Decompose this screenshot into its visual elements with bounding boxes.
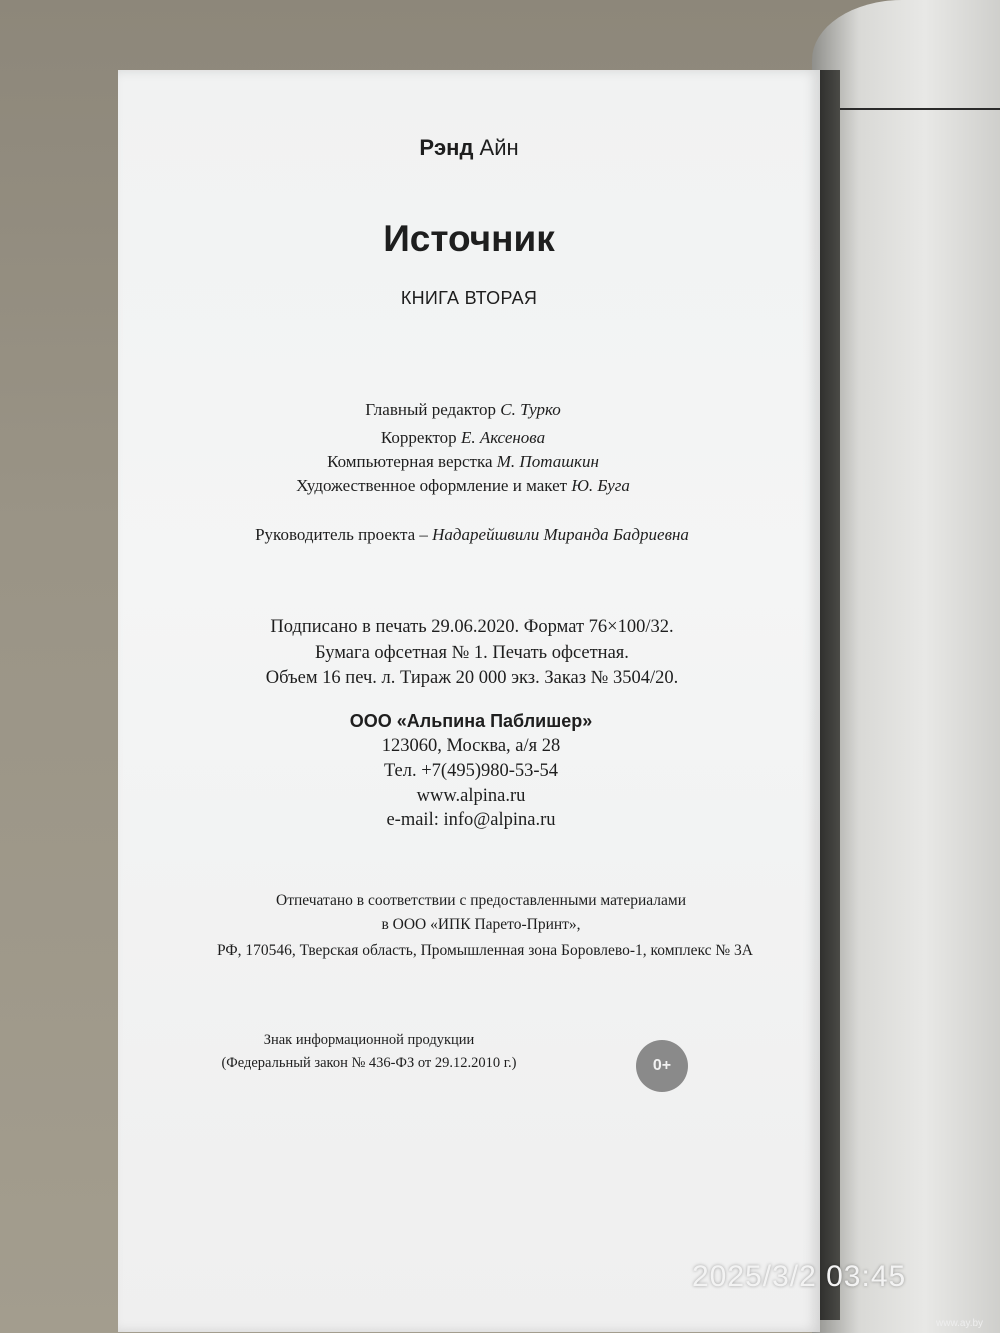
publisher-phone: Тел. +7(495)980-53-54: [383, 761, 559, 781]
credit-role: Главный редактор: [365, 400, 496, 419]
project-lead: [121, 525, 823, 545]
age-rating-badge: 0+: [636, 1040, 688, 1092]
imprint-line-1: Подписано в печать 29.06.2020. Формат 76×100/32.: [270, 617, 674, 637]
credit-name: Е. Аксенова: [460, 428, 546, 447]
author-first-name: Айн: [479, 135, 519, 160]
credit-name: М. Поташкин: [496, 452, 599, 471]
photo-timestamp: 2025/3/2 03:45: [692, 1260, 907, 1293]
printed-line-2: в ООО «ИПК Парето-Принт»,: [381, 916, 581, 933]
book-subtitle: КНИГА ВТОРАЯ: [400, 288, 538, 308]
printed-line-3: РФ, 170546, Тверская область, Промышленная зона Боровлево-1, комплекс № 3А: [217, 942, 753, 959]
credit-role: Компьютерная верстка: [327, 452, 493, 471]
imprint-line-2: Бумага офсетная № 1. Печать офсетная.: [315, 643, 629, 663]
next-page-edge: [812, 0, 1000, 1333]
credit-proofreader: [112, 428, 814, 448]
author-last-name: Рэнд: [419, 135, 474, 160]
book-page: [118, 70, 820, 1332]
publisher-name: ООО «Альпина Паблишер»: [349, 711, 593, 731]
printed-line-1: Отпечатано в соответствии с предоставленными материалами: [276, 892, 686, 909]
credit-editor: [112, 400, 814, 420]
credit-name: Ю. Буга: [571, 476, 630, 495]
credit-role: Корректор: [380, 428, 457, 447]
author: [118, 135, 820, 161]
info-sign-line-1: Знак информационной продукции: [263, 1032, 475, 1048]
credit-layout: [112, 452, 814, 472]
publisher-email: e-mail: info@alpina.ru: [386, 810, 556, 830]
credit-name: С. Турко: [500, 400, 561, 419]
project-lead-name: Надарейшвили Миранда Бадриевна: [432, 525, 689, 544]
credit-design: [112, 476, 814, 496]
imprint-line-3: Объем 16 печ. л. Тираж 20 000 экз. Заказ № 3504/20.: [265, 668, 679, 688]
watermark: www.ay.by: [936, 1318, 984, 1329]
book-title: Источник: [383, 218, 555, 259]
next-page-rule: [832, 108, 1000, 110]
publisher-address: 123060, Москва, а/я 28: [381, 736, 561, 756]
project-lead-role: Руководитель проекта –: [255, 525, 428, 544]
credit-role: Художественное оформление и макет: [296, 476, 568, 495]
info-sign-line-2: (Федеральный закон № 436-ФЗ от 29.12.2010 г.): [221, 1055, 517, 1071]
publisher-website: www.alpina.ru: [416, 786, 526, 806]
